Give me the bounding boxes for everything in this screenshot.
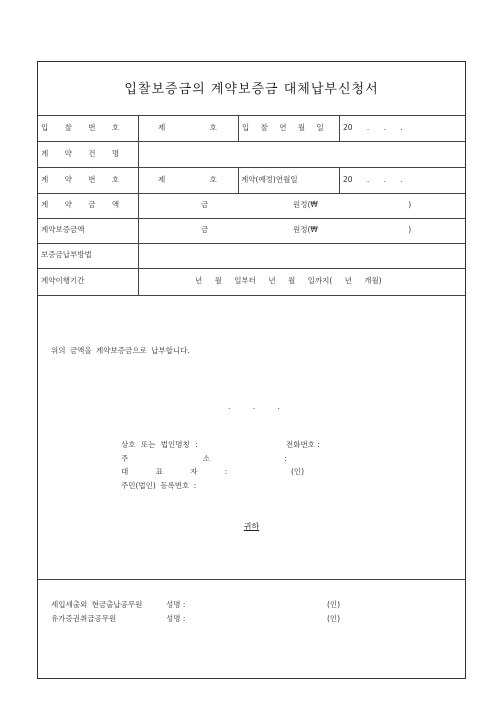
col-divider (138, 115, 139, 295)
contract-no-label: 계 약 번 호 (41, 175, 120, 184)
col-divider (238, 167, 239, 193)
col-divider (339, 167, 340, 193)
contract-amount-label: 계 약 금 액 (41, 200, 120, 209)
row-divider (38, 268, 465, 269)
officer1-label: 세입세출외 현금출납공무원 (51, 600, 143, 609)
row-divider (38, 141, 465, 142)
form-title: 입찰보증금의 계약보증금 대체납부신청서 (124, 82, 379, 97)
bid-no-label: 입 찰 번 호 (41, 123, 120, 132)
representative-label: 대 표 자 : (121, 467, 228, 476)
representative-seal: (인) (291, 467, 305, 476)
application-date: . . . (228, 402, 290, 411)
address-label: 주 소 : (121, 454, 287, 463)
period-label: 계약이행기간 (41, 276, 85, 285)
bid-no-value: 제 호 (158, 123, 217, 132)
contract-amount-won: 원정(₩ ) (293, 200, 412, 209)
col-divider (339, 115, 340, 141)
bid-date-value: 20 . . . (343, 123, 403, 132)
period-value: 년 월 일부터 년 월 일까지( 년 개월) (195, 276, 382, 285)
form-frame (37, 61, 466, 679)
company-label: 상호 또는 법인명칭 : (121, 440, 198, 449)
row-divider (38, 115, 465, 116)
contract-no-value: 제 호 (158, 175, 217, 184)
col-divider (238, 115, 239, 141)
row-divider (38, 193, 465, 194)
contract-name-label: 계 약 건 명 (41, 149, 120, 158)
contract-date-label: 계약(예정)연월일 (241, 175, 298, 184)
deposit-amount-label: 계약보증금액 (41, 225, 85, 234)
bid-date-label: 입 찰 연 월 일 (242, 123, 324, 132)
deposit-amount-value: 금 (201, 225, 209, 234)
officer2-name: 성명 : (166, 614, 186, 623)
phone-label: 전화번호 : (286, 440, 320, 449)
row-divider (38, 167, 465, 168)
officer2-seal: (인) (327, 614, 341, 623)
officer2-label: 유가증권취급공무원 (51, 614, 117, 623)
contract-date-value: 20 . . . (343, 175, 403, 184)
contract-amount-value: 금 (201, 200, 209, 209)
deposit-amount-won: 원정(₩ ) (293, 225, 412, 234)
row-divider (38, 218, 465, 219)
registration-no-label: 주민(법인) 등록번호 : (121, 481, 197, 490)
officer1-seal: (인) (327, 600, 341, 609)
row-divider (38, 579, 465, 580)
row-divider (38, 243, 465, 244)
row-divider (38, 295, 465, 296)
payment-method-label: 보증금납부방법 (41, 250, 92, 259)
statement-text: 위의 금액을 계약보증금으로 납부합니다. (51, 346, 190, 355)
officer1-name: 성명 : (166, 600, 186, 609)
honorific: 귀하 (243, 522, 260, 531)
